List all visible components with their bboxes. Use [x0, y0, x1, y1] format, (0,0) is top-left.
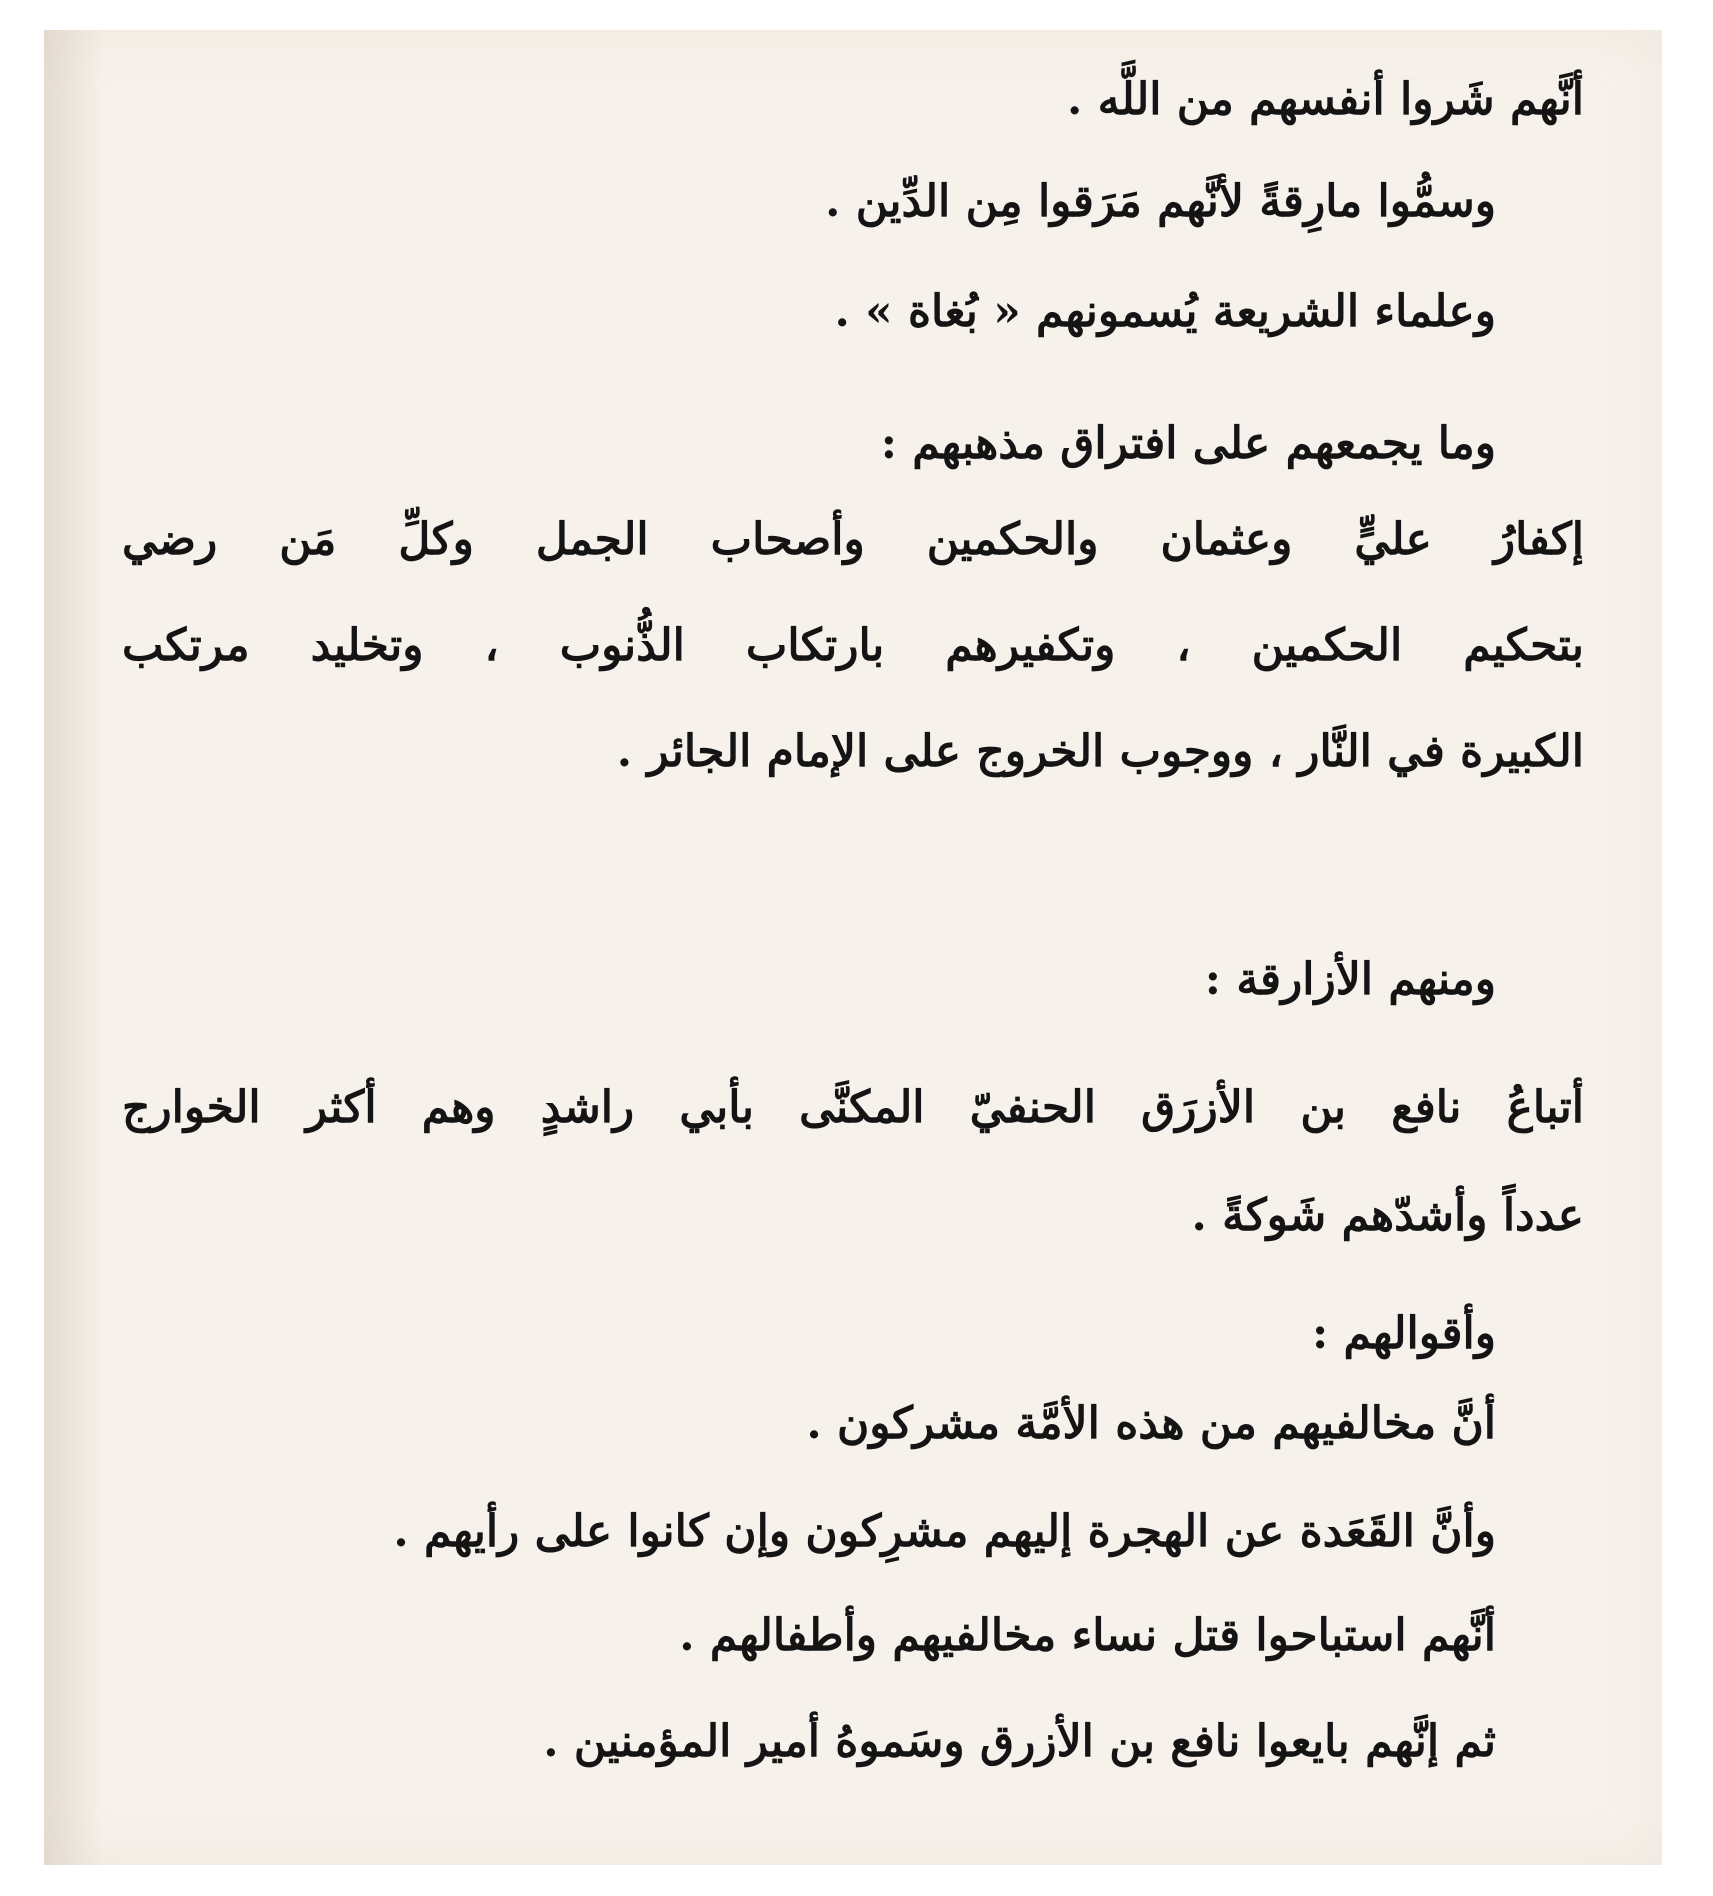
- text-line-12: أنَّ مخالفيهم من هذه الأمَّة مشركون .: [806, 1398, 1496, 1449]
- text-line-3: وعلماء الشريعة يُسمونهم « بُغاة » .: [834, 286, 1496, 337]
- text-line-15: ثم إنَّهم بايعوا نافع بن الأزرق وسَموهُ أمير المؤمنين .: [543, 1716, 1496, 1767]
- page-gutter-shadow: [44, 30, 104, 1865]
- text-line-7: الكبيرة في النَّار ، ووجوب الخروج على الإمام الجائر .: [616, 726, 1584, 777]
- text-line-6: بتحكيم الحكمين ، وتكفيرهم بارتكاب الذُّنوب ، وتخليد مرتكب: [122, 620, 1584, 671]
- section-heading: ومنهم الأزارقة :: [1204, 954, 1496, 1005]
- book-page: [44, 30, 1662, 1865]
- text-line-10: عدداً وأشدّهم شَوكةً .: [1191, 1190, 1584, 1241]
- text-line-2: وسمُّوا مارِقةً لأنَّهم مَرَقوا مِن الدِّين .: [825, 176, 1496, 227]
- text-line-9: أتباعُ نافع بن الأزرَق الحنفيّ المكنَّى بأبي راشدٍ وهم أكثر الخوارج: [122, 1082, 1584, 1133]
- text-line-11: وأقوالهم :: [1312, 1308, 1496, 1359]
- text-line-1: أنَّهم شَروا أنفسهم من اللَّه .: [1067, 74, 1584, 125]
- text-line-4: وما يجمعهم على افتراق مذهبهم :: [880, 418, 1496, 469]
- text-line-14: أنَّهم استباحوا قتل نساء مخالفيهم وأطفالهم .: [679, 1610, 1496, 1661]
- text-line-13: وأنَّ القَعَدة عن الهجرة إليهم مشرِكون وإن كانوا على رأيهم .: [393, 1506, 1496, 1557]
- text-line-5: إكفارُ عليٍّ وعثمان والحكمين وأصحاب الجمل وكلِّ مَن رضي: [122, 514, 1584, 565]
